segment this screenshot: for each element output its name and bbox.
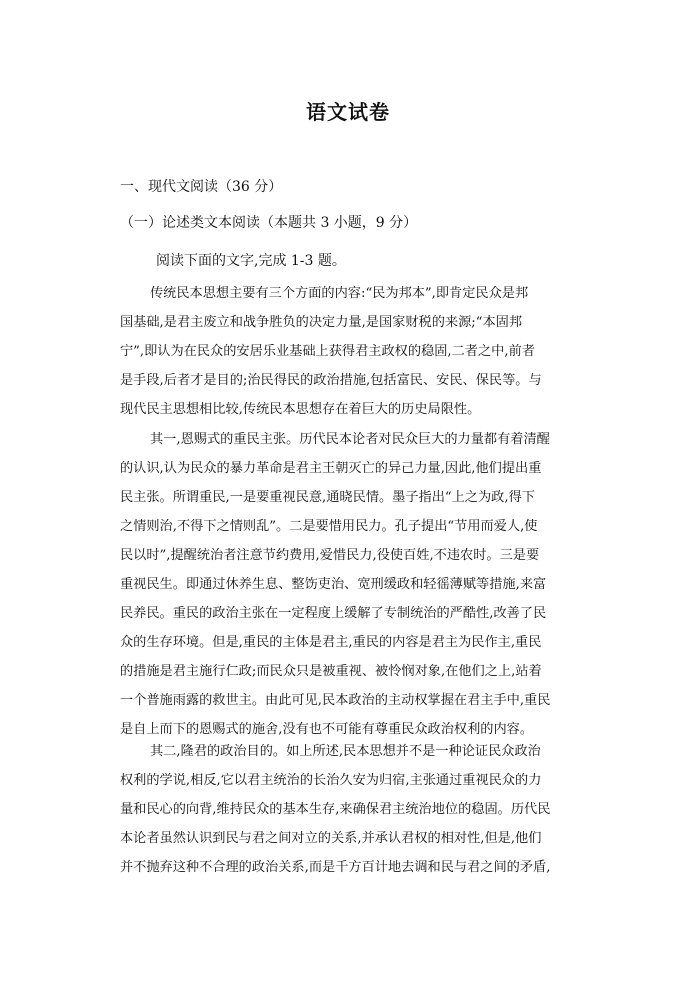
paragraph-line: 的认识,认为民众的暴力革命是君主王朝灭亡的异己力量,因此,他们提出重 [120,461,542,476]
paragraph-1 [120,279,576,424]
paragraph-line: 一个普施雨露的救世主。由此可见,民本政治的主动权掌握在君主手中,重民 [120,693,551,708]
paragraph-line: 众的生存环境。但是,重民的主体是君主,重民的内容是君主为民作主,重民 [120,635,542,650]
paragraph-line: 重视民生。即通过休养生息、整饬吏治、宽刑缓政和轻徭薄赋等措施,来富 [120,577,547,592]
paragraph-line: 是自上而下的恩赐式的施舍,没有也不可能有尊重民众政治权利的内容。 [120,722,534,737]
paragraph-line: 现代民主思想相比较,传统民本思想存在着巨大的历史局限性。 [120,402,481,417]
page-title: 语文试卷 [306,100,390,124]
paragraph-line: 民养民。重民的政治主张在一定程度上缓解了专制统治的严酷性,改善了民 [120,606,547,621]
paragraph-line: 宁”,即认为在民众的安居乐业基础上获得君主政权的稳固,二者之中,前者 [120,344,535,359]
paragraph-line: 权利的学说,相反,它以君主统治的长治久安为归宿,主张通过重视民众的力 [120,773,542,788]
paragraph-line: 本论者虽然认识到民与君之间对立的关系,并承认君权的相对性,但是,他们 [120,831,542,846]
paragraph-line: 国基础,是君主废立和战争胜负的决定力量,是国家财税的来源;“本固邦 [120,315,523,330]
paragraph-line: 之情则治,不得下之情则乱”。二是要惜用民力。孔子提出“节用而爱人,使 [120,519,538,534]
paragraph-line: 民主张。所谓重民,一是要重视民意,通晓民情。墨子指出“上之为政,得下 [120,490,535,505]
paragraph-line: 并不抛弃这种不合理的政治关系,而是千方百计地去调和民与君之间的矛盾, [120,860,551,875]
paragraph-2 [120,425,576,744]
paragraph-3 [120,737,576,882]
section-heading-1: 一、现代文阅读（36 分） [120,179,283,195]
reading-instruction: 阅读下面的文字,完成 1-3 题。 [156,253,346,269]
paragraph-line: 传统民本思想主要有三个方面的内容:“民为邦本”,即肯定民众是邦 [150,286,529,301]
paragraph-line: 其二,隆君的政治目的。如上所述,民本思想并不是一种论证民众政治 [150,744,541,759]
paragraph-line: 量和民心的向背,维持民众的基本生存,来确保君主统治地位的稳固。历代民 [120,802,551,817]
paragraph-line: 民以时”,提醒统治者注意节约费用,爱惜民力,役使百姓,不违农时。三是要 [120,548,540,563]
paragraph-line: 是手段,后者才是目的;治民得民的政治措施,包括富民、安民、保民等。与 [120,373,542,388]
section-heading-2: （一）论述类文本阅读（本题共 3 小题，9 分） [120,215,418,231]
paragraph-line: 的措施是君主施行仁政;而民众只是被重视、被怜悯对象,在他们之上,站着 [120,664,542,679]
paragraph-line: 其一,恩赐式的重民主张。历代民本论者对民众巨大的力量都有着清醒 [150,432,550,447]
